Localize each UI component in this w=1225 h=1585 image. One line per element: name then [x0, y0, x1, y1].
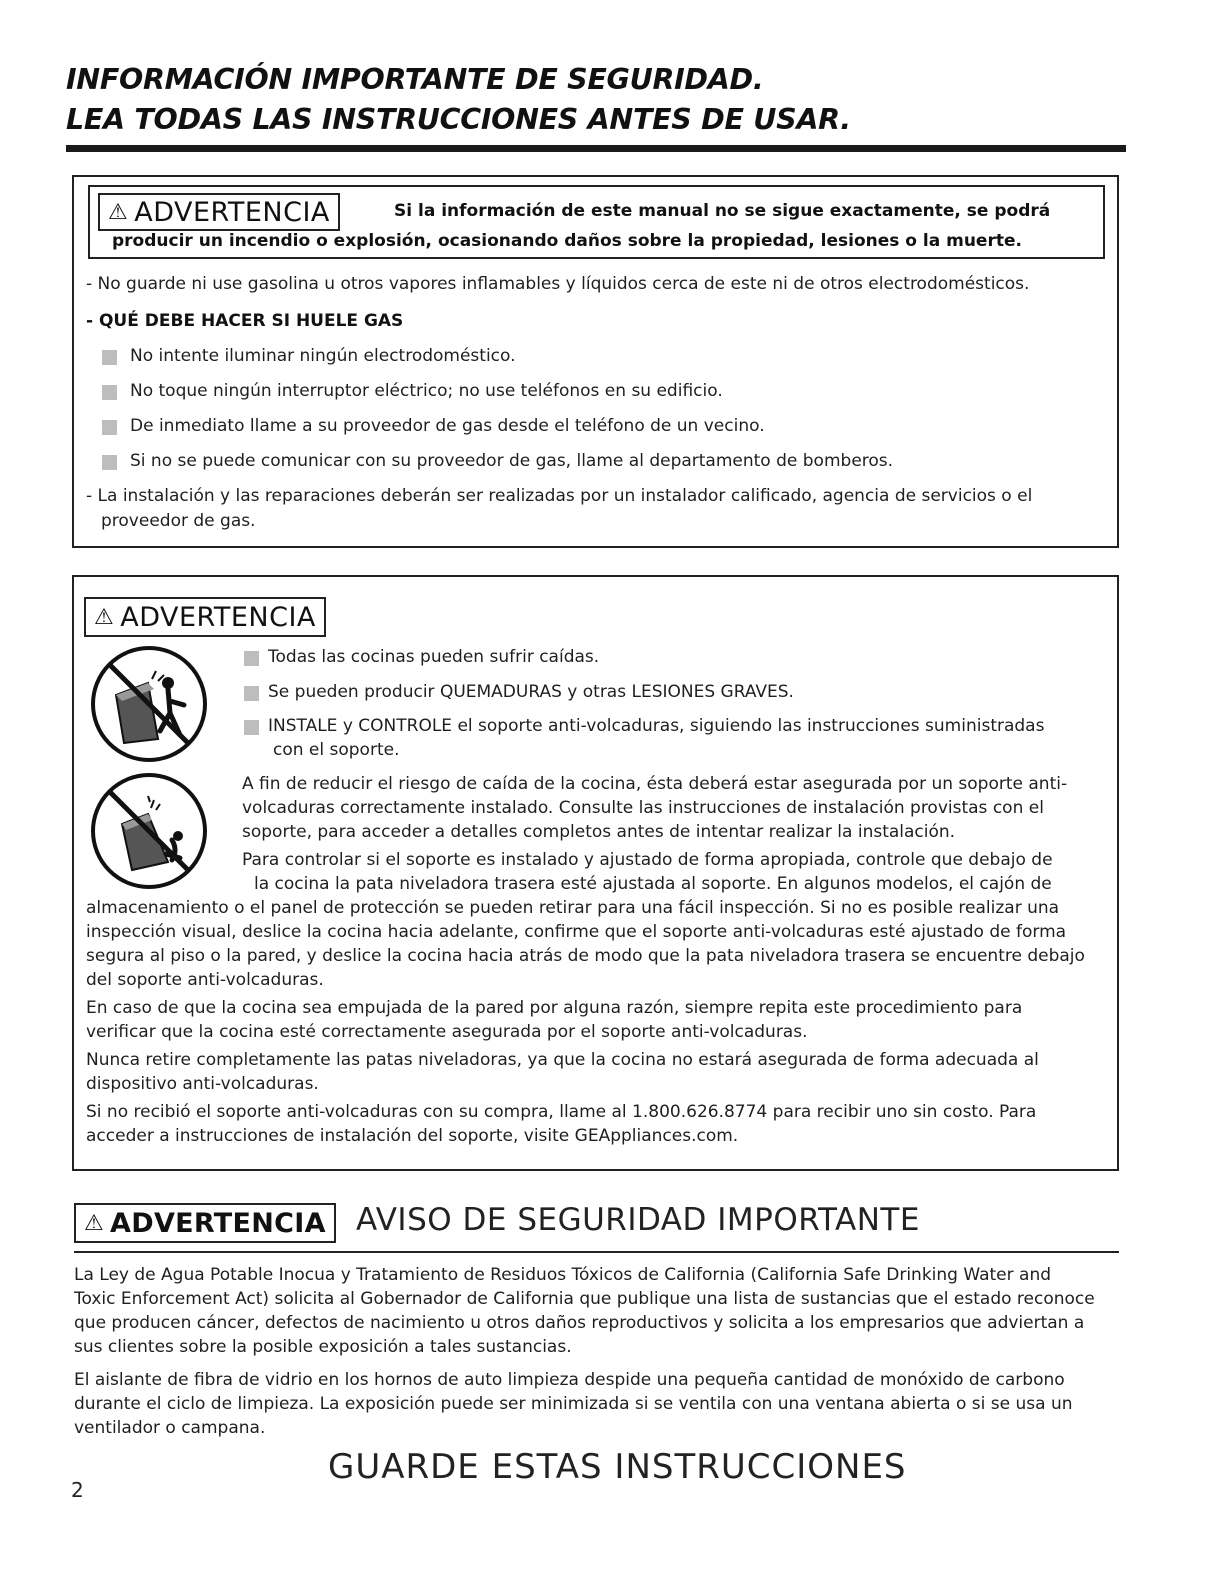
bullet-square-icon [244, 686, 259, 701]
aviso-title: AVISO DE SEGURIDAD IMPORTANTE [356, 1202, 920, 1238]
tip-paragraph-line: A fin de reducir el riesgo de caída de la cocina, ésta deberá estar asegurada por un soporte anti- [242, 774, 1068, 794]
tip-bullet-continuation: con el soporte. [273, 740, 400, 760]
tip-paragraph-line: soporte, para acceder a detalles completos antes de intentar realizar la instalación. [242, 822, 956, 842]
warning-statement-line2: producir un incendio o explosión, ocasionando daños sobre la propiedad, lesiones o la muerte. [112, 231, 1022, 251]
tip-paragraph-line: Si no recibió el soporte anti-volcaduras con su compra, llame al 1.800.626.8774 para recibir uno sin costo. Para [86, 1102, 1037, 1122]
no-climbing-on-range-icon [88, 643, 210, 765]
aviso-line: durante el ciclo de limpieza. La exposición puede ser minimizada si se ventila con una ventana abierta o si se usa un [74, 1394, 1073, 1414]
header-title-line2: LEA TODAS LAS INSTRUCCIONES ANTES DE USAR. [66, 103, 851, 136]
tip-paragraph-line: almacenamiento o el panel de protección se pueden retirar para una fácil inspección. Si no es posible realizar una [86, 898, 1060, 918]
bullet-square-icon [244, 651, 259, 666]
save-instructions-title: GUARDE ESTAS INSTRUCCIONES [328, 1447, 907, 1487]
gas-warning-box [72, 175, 1119, 548]
gas-bullet: No toque ningún interruptor eléctrico; no use teléfonos en su edificio. [130, 381, 723, 401]
aviso-rule [74, 1251, 1119, 1253]
page-number: 2 [71, 1478, 84, 1502]
bullet-square-icon [244, 720, 259, 735]
bullet-square-icon [102, 385, 117, 400]
warning-badge-label: ADVERTENCIA [120, 601, 316, 633]
bullet-square-icon [102, 350, 117, 365]
tip-paragraph-line: volcaduras correctamente instalado. Consulte las instrucciones de instalación provistas con el [242, 798, 1044, 818]
warning-statement-line1: Si la información de este manual no se sigue exactamente, se podrá [394, 201, 1051, 221]
tip-bullet: Se pueden producir QUEMADURAS y otras LESIONES GRAVES. [268, 682, 794, 702]
aviso-line: La Ley de Agua Potable Inocua y Tratamiento de Residuos Tóxicos de California (California Safe Drinking Water and [74, 1265, 1052, 1285]
gas-item-2-line2: proveedor de gas. [101, 511, 256, 531]
warning-triangle-icon: ⚠ [108, 199, 129, 225]
warning-badge [74, 1203, 336, 1243]
warning-triangle-icon: ⚠ [94, 604, 115, 630]
tip-bullet: INSTALE y CONTROLE el soporte anti-volcaduras, siguiendo las instrucciones suministradas [268, 716, 1045, 736]
range-tip-over-icon [88, 770, 210, 892]
tip-bullet: Todas las cocinas pueden sufrir caídas. [268, 647, 600, 667]
warning-triangle-icon: ⚠ [84, 1210, 105, 1236]
aviso-line: Toxic Enforcement Act) solicita al Gobernador de California que publique una lista de sustancias que el estado reconoce [74, 1289, 1095, 1309]
page-header [66, 60, 1126, 140]
tip-paragraph-line: inspección visual, deslice la cocina hacia adelante, confirme que el soporte anti-volcaduras esté ajustado de forma [86, 922, 1067, 942]
tip-over-warning-box [72, 575, 1119, 1171]
warning-badge-label: ADVERTENCIA [134, 196, 330, 228]
warning-badge [84, 597, 326, 637]
header-rule [66, 145, 1126, 152]
gas-bullet: No intente iluminar ningún electrodoméstico. [130, 346, 516, 366]
bullet-square-icon [102, 455, 117, 470]
tip-paragraph-line: acceder a instrucciones de instalación del soporte, visite GEAppliances.com. [86, 1126, 739, 1146]
warning-badge [98, 193, 340, 231]
warning-badge-label: ADVERTENCIA [110, 1207, 326, 1239]
aviso-line: que producen cáncer, defectos de nacimiento u otros daños reproductivos y solicita a los empresarios que adviertan a [74, 1313, 1085, 1333]
tip-paragraph-line: la cocina la pata niveladora trasera esté ajustada al soporte. En algunos modelos, el cajón de [254, 874, 1052, 894]
tip-paragraph-line: del soporte anti-volcaduras. [86, 970, 324, 990]
gas-item-2-line1: - La instalación y las reparaciones deberán ser realizadas por un instalador calificado, agencia de servicios o el [86, 486, 1033, 506]
gas-subheading: - QUÉ DEBE HACER SI HUELE GAS [86, 311, 404, 331]
tip-paragraph-line: verificar que la cocina esté correctamente asegurada por el soporte anti-volcaduras. [86, 1022, 808, 1042]
tip-paragraph-line: En caso de que la cocina sea empujada de la pared por alguna razón, siempre repita este procedimiento para [86, 998, 1023, 1018]
tip-paragraph-line: Nunca retire completamente las patas niveladoras, ya que la cocina no estará asegurada de forma adecuada al [86, 1050, 1039, 1070]
gas-item-1: - No guarde ni use gasolina u otros vapores inflamables y líquidos cerca de este ni de otros electrodomésticos. [86, 274, 1030, 294]
header-title-line1: INFORMACIÓN IMPORTANTE DE SEGURIDAD. [66, 63, 764, 96]
gas-warning-statement [88, 185, 1105, 259]
tip-paragraph-line: Para controlar si el soporte es instalado y ajustado de forma apropiada, controle que debajo de [242, 850, 1053, 870]
bullet-square-icon [102, 420, 117, 435]
aviso-line: sus clientes sobre la posible exposición a tales sustancias. [74, 1337, 572, 1357]
aviso-line: El aislante de fibra de vidrio en los hornos de auto limpieza despide una pequeña cantidad de monóxido de carbono [74, 1370, 1065, 1390]
tip-paragraph-line: segura al piso o la pared, y deslice la cocina hacia atrás de modo que la pata niveladora trasera se encuentre debajo [86, 946, 1085, 966]
gas-bullet: Si no se puede comunicar con su proveedor de gas, llame al departamento de bomberos. [130, 451, 894, 471]
tip-paragraph-line: dispositivo anti-volcaduras. [86, 1074, 319, 1094]
gas-bullet: De inmediato llame a su proveedor de gas desde el teléfono de un vecino. [130, 416, 765, 436]
aviso-line: ventilador o campana. [74, 1418, 266, 1438]
